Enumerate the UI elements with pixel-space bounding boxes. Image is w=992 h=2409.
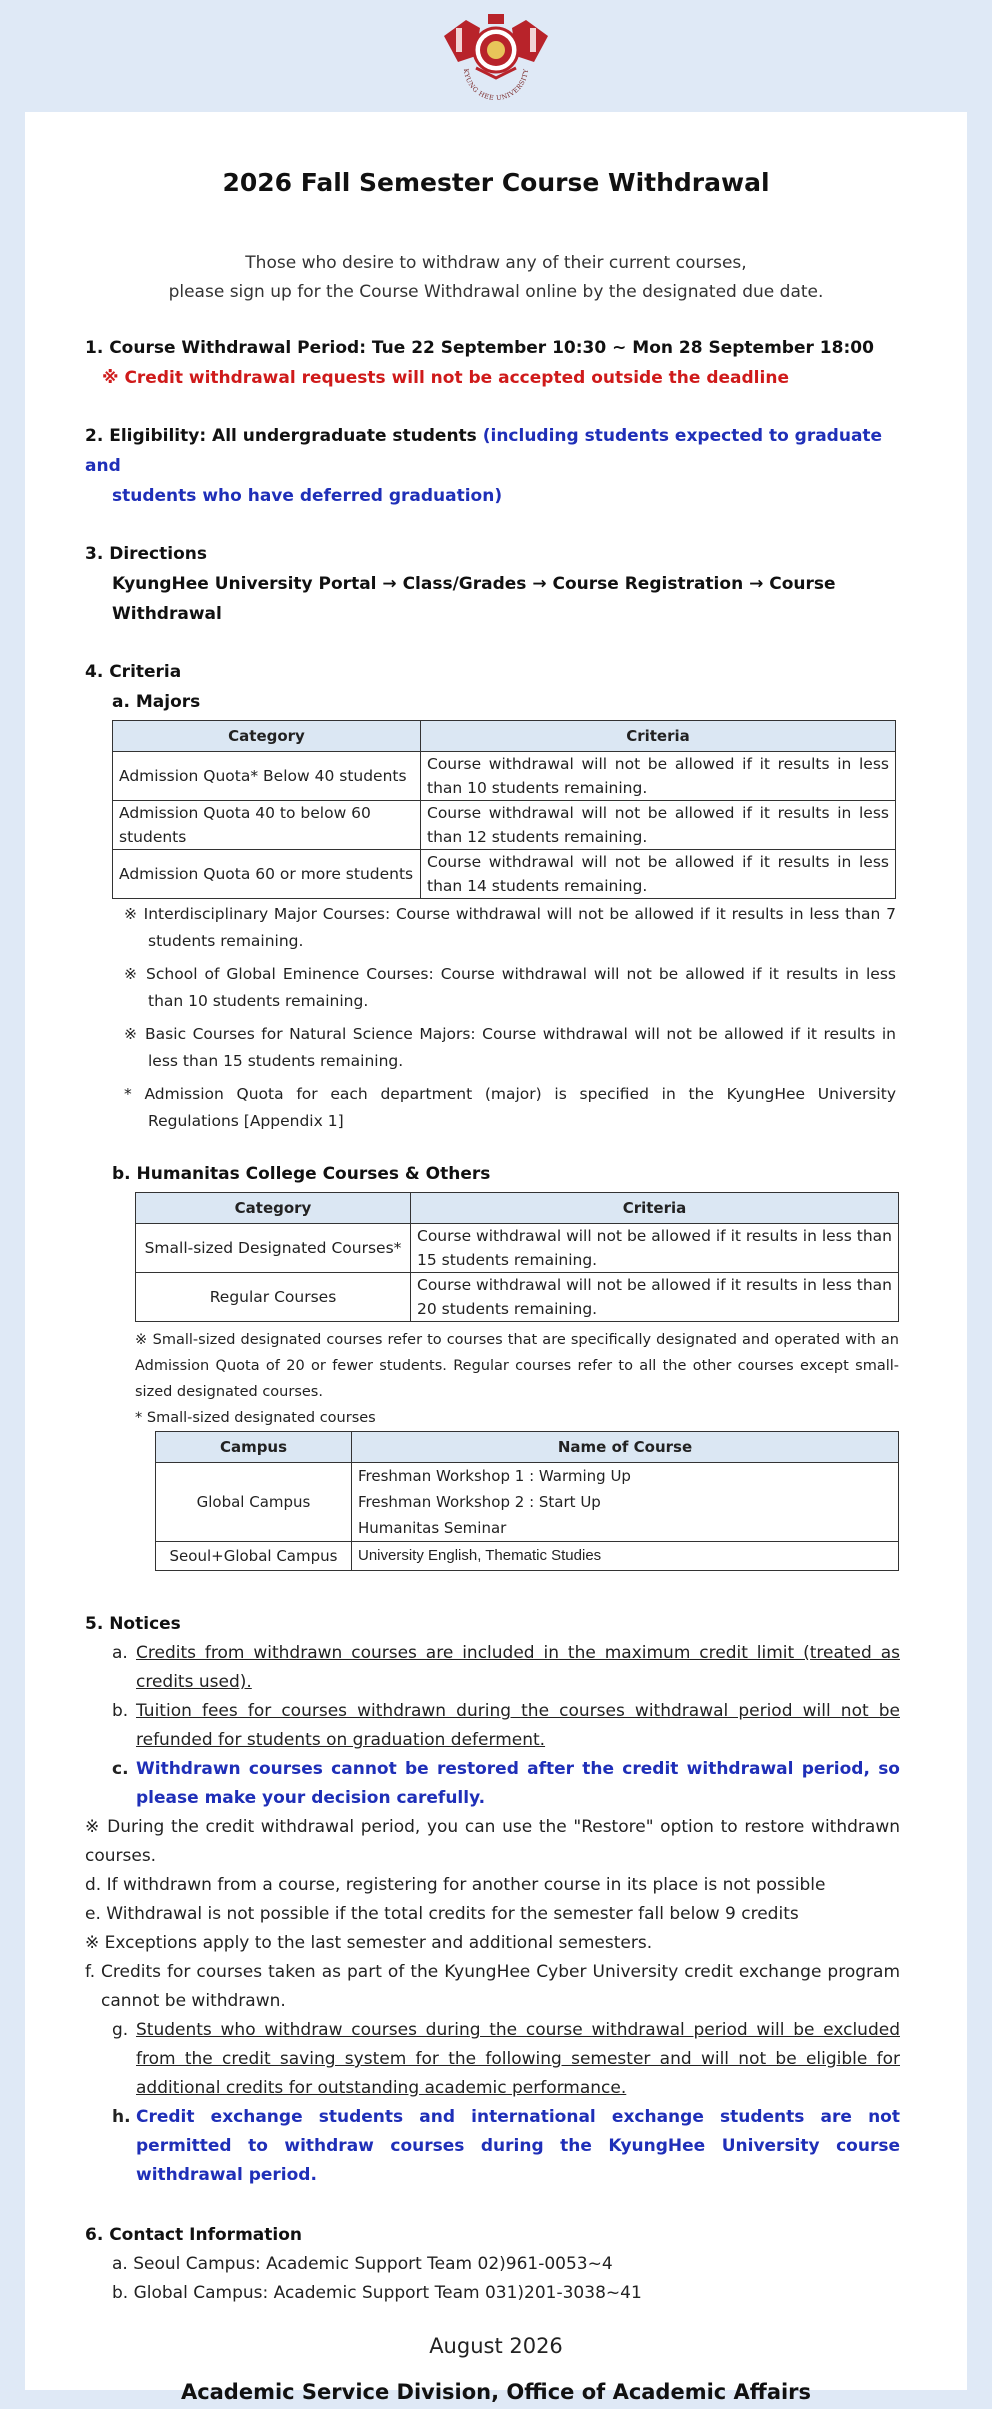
table-row: Small-sized Designated Courses* Course withdrawal will not be allowed if it results in less than 15 students remaining. — [136, 1224, 899, 1273]
contact-seoul: a. Seoul Campus: Academic Support Team 02)961-0053~4 — [112, 2254, 613, 2274]
section-criteria — [85, 657, 907, 1571]
deadline-warning: ※ Credit withdrawal requests will not be accepted outside the deadline — [102, 368, 789, 388]
contact-global: b. Global Campus: Academic Support Team 031)201-3038~41 — [112, 2283, 642, 2303]
table-header-row: Campus Name of Course — [156, 1432, 899, 1463]
small-courses-label: * Small-sized designated courses — [135, 1410, 376, 1426]
section-contact — [85, 2220, 907, 2308]
table-row: Admission Quota 60 or more students Course withdrawal will not be allowed if it results in less than 14 students remaining. — [113, 850, 896, 899]
small-courses-table — [155, 1431, 899, 1571]
footer-org: Academic Service Division, Office of Academic Affairs — [180, 2380, 812, 2404]
page-title: 2026 Fall Semester Course Withdrawal — [222, 168, 770, 197]
table-row: Regular Courses Course withdrawal will not be allowed if it results in less than 20 students remaining. — [136, 1273, 899, 1322]
directions-path: KyungHee University Portal → Class/Grades → Course Registration → Course Withdrawal — [112, 574, 836, 624]
note-item: ※ Basic Courses for Natural Science Majors: Course withdrawal will not be allowed if it results in less than 15 students remaining. — [124, 1025, 896, 1070]
majors-heading: a. Majors — [112, 692, 201, 712]
table-row: Global Campus Freshman Workshop 1 : Warming Up Freshman Workshop 2 : Start Up Humanitas Seminar — [156, 1463, 899, 1542]
intro-text: Those who desire to withdraw any of their current courses, please sign up for the Course Withdrawal online by the designated due date. — [168, 253, 824, 302]
note-item: * Admission Quota for each department (major) is specified in the KyungHee University Regulations [Appendix 1] — [124, 1085, 896, 1130]
notice-item-g: g. Students who withdraw courses during the course withdrawal period will be excluded from the credit saving system for the following semester and will not be eligible for additional credits for outstanding academic performance. — [112, 2020, 900, 2098]
humanitas-table — [135, 1192, 899, 1322]
restore-note: ※ During the credit withdrawal period, you can use the "Restore" option to restore withdrawn courses. — [85, 1817, 900, 1866]
note-item: ※ School of Global Eminence Courses: Course withdrawal will not be allowed if it results in less than 10 students remaining. — [124, 965, 896, 1010]
directions-heading: 3. Directions — [85, 544, 207, 564]
contact-heading: 6. Contact Information — [85, 2225, 302, 2245]
eligibility-label: 2. Eligibility: All undergraduate students — [85, 426, 477, 446]
table-header-row: Category Criteria — [136, 1193, 899, 1224]
notice-item-h: h. Credit exchange students and international exchange students are not permitted to withdraw courses during the KyungHee University course withdrawal period. — [112, 2107, 900, 2185]
notices-heading: 5. Notices — [85, 1614, 181, 1634]
notice-item-a: a. Credits from withdrawn courses are included in the maximum credit limit (treated as credits used). — [112, 1643, 900, 1692]
table-row: Admission Quota 40 to below 60 students Course withdrawal will not be allowed if it results in less than 12 students remaining. — [113, 801, 896, 850]
notice-item-f: f. Credits for courses taken as part of the KyungHee Cyber University credit exchange program cannot be withdrawn. — [85, 1962, 900, 2011]
notice-item-d: d. If withdrawn from a course, registering for another course in its place is not possible — [85, 1875, 826, 1895]
majors-table — [112, 720, 896, 899]
section-period — [85, 333, 907, 393]
notice-item-b: b. Tuition fees for courses withdrawn during the courses withdrawal period will not be refunded for students on graduation deferment. — [112, 1701, 900, 1750]
university-logo — [436, 6, 556, 114]
humanitas-note: ※ Small-sized designated courses refer to courses that are specifically designated and operated with an Admission Quota of 20 or fewer students. Regular courses refer to all the other courses except small-sized designated courses. * Small-sized designated courses — [135, 1327, 899, 1431]
footer-date: August 2026 — [429, 2334, 563, 2358]
notice-card — [25, 112, 967, 2404]
table-row: Seoul+Global Campus University English, Thematic Studies — [156, 1542, 899, 1571]
section-notices — [85, 1609, 907, 2190]
note-item: ※ Interdisciplinary Major Courses: Course withdrawal will not be allowed if it results in less than 7 students remaining. — [124, 905, 896, 950]
section-eligibility — [85, 421, 907, 511]
table-row: Admission Quota* Below 40 students Course withdrawal will not be allowed if it results in less than 10 students remaining. — [113, 752, 896, 801]
humanitas-heading: b. Humanitas College Courses & Others — [112, 1164, 491, 1184]
criteria-heading: 4. Criteria — [85, 662, 182, 682]
period-heading: 1. Course Withdrawal Period: Tue 22 September 10:30 ~ Mon 28 September 18:00 — [85, 338, 874, 358]
table-header-row: Category Criteria — [113, 721, 896, 752]
notice-item-e: e. Withdrawal is not possible if the total credits for the semester fall below 9 credits — [85, 1904, 799, 1924]
svg-text:KYUNG HEE UNIVERSITY: KYUNG HEE UNIVERSITY — [461, 68, 531, 103]
notice-item-c: c. Withdrawn courses cannot be restored after the credit withdrawal period, so please make your decision carefully. — [112, 1759, 900, 1808]
eligibility-detail: (including students expected to graduate and — [85, 426, 883, 476]
exception-note: ※ Exceptions apply to the last semester and additional semesters. — [85, 1933, 653, 1953]
eligibility-detail-2: students who have deferred graduation) — [112, 486, 503, 506]
section-directions — [85, 539, 907, 629]
majors-notes — [118, 901, 896, 1135]
